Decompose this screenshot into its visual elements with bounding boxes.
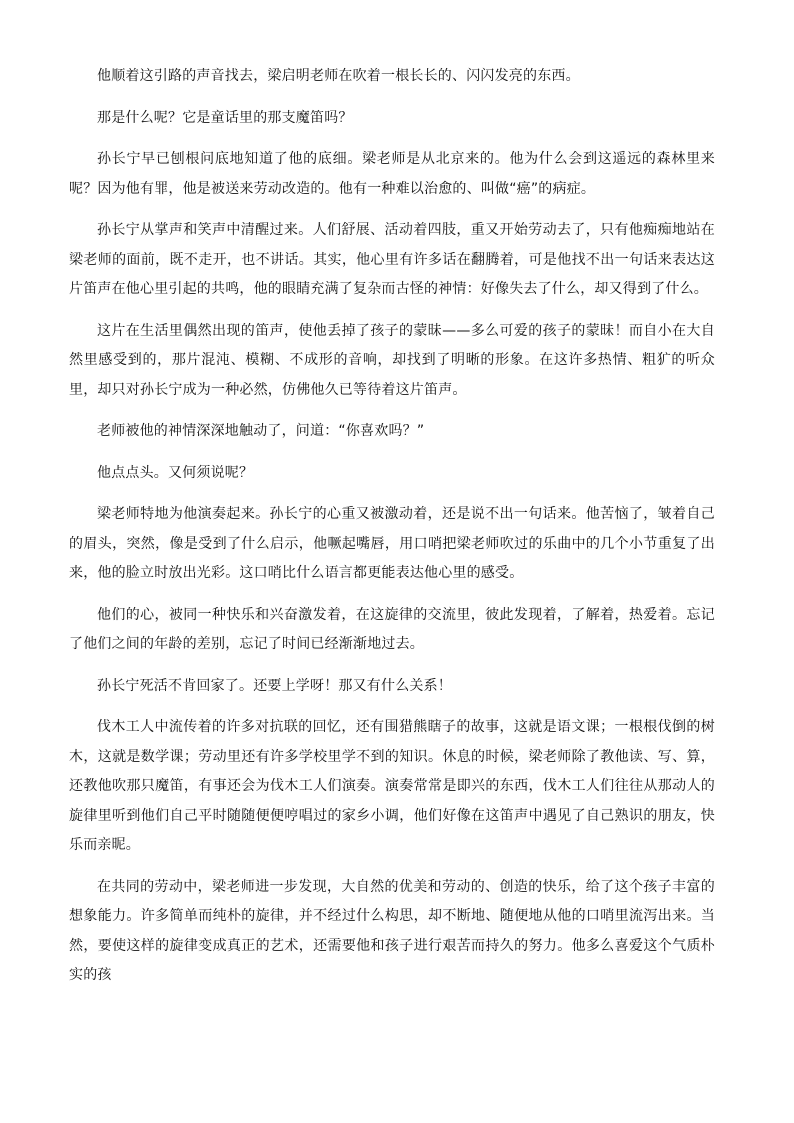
paragraph-1: 他顺着这引路的声音找去，梁启明老师在吹着一根长长的、闪闪发亮的东西。 xyxy=(97,68,580,84)
paragraph-10: 孙长宁死活不肯回家了。还要上学呀！那又有什么关系！ xyxy=(97,677,452,694)
paragraph-4: 孙长宁从掌声和笑声中清醒过来。人们舒展、活动着四肢，重又开始劳动去了，只有他痴痴地站在梁老师的面前，既不走开，也不讲话。其实，他心里有许多话在翻腾着，可是他找不出一句话来表达这片笛声在他心里引起的共鸣，他的眼睛充满了复杂而古怪的神情：好像失去了什么，却又得到了什么。 xyxy=(69,222,715,297)
paragraph-2: 那是什么呢？它是童话里的那支魔笛吗？ xyxy=(97,109,353,126)
paragraph-3: 孙长宁早已刨根问底地知道了他的底细。梁老师是从北京来的。他为什么会到这遥远的森林里来呢？因为他有罪，他是被送来劳动改造的。他有一种难以治愈的、叫做“癌”的病症。 xyxy=(69,151,715,197)
paragraph-7: 他点点头。又何须说呢？ xyxy=(97,464,254,481)
paragraph-9: 他们的心，被同一种快乐和兴奋激发着，在这旋律的交流里，彼此发现着，了解着，热爱着。忘记了他们之间的年龄的差别，忘记了时间已经渐渐地过去。 xyxy=(69,606,715,652)
paragraph-8: 梁老师特地为他演奏起来。孙长宁的心重又被激动着，还是说不出一句话来。他苦恼了，皱着自己的眉头，突然，像是受到了什么启示，他噘起嘴唇，用口哨把梁老师吹过的乐曲中的几个小节重复了出来，他的脸立时放出光彩。这口哨比什么语言都更能表达他心里的感受。 xyxy=(69,506,715,581)
paragraph-6: 老师被他的神情深深地触动了，问道：“你喜欢吗？” xyxy=(97,423,425,439)
article-body xyxy=(69,62,715,1003)
paragraph-12: 在共同的劳动中，梁老师进一步发现，大自然的优美和劳动的、创造的快乐，给了这个孩子丰富的想象能力。许多简单而纯朴的旋律，并不经过什么构思，却不断地、随便地从他的口哨里流泻出来。当然，要使这样的旋律变成真正的艺术，还需要他和孩子进行艰苦而持久的努力。他多么喜爱这个气质朴实的孩 xyxy=(69,878,715,983)
paragraph-11: 伐木工人中流传着的许多对抗联的回忆，还有围猎熊瞎子的故事，这就是语文课；一根根伐倒的树木，这就是数学课；劳动里还有许多学校里学不到的知识。休息的时候，梁老师除了教他读、写、算，还教他吹那只魔笛，有事还会为伐木工人们演奏。演奏常常是即兴的东西，伐木工人们往往从那动人的旋律里听到他们自己平时随随便便哼唱过的家乡小调，他们好像在这笛声中遇见了自己熟识的朋友，快乐而亲昵。 xyxy=(69,719,715,853)
paragraph-5: 这片在生活里偶然出现的笛声，使他丢掉了孩子的蒙昧——多么可爱的孩子的蒙昧！而自小在大自然里感受到的，那片混沌、模糊、不成形的音响，却找到了明晰的形象。在这许多热情、粗犷的听众里，却只对孙长宁成为一种必然，仿佛他久已等待着这片笛声。 xyxy=(69,322,715,398)
